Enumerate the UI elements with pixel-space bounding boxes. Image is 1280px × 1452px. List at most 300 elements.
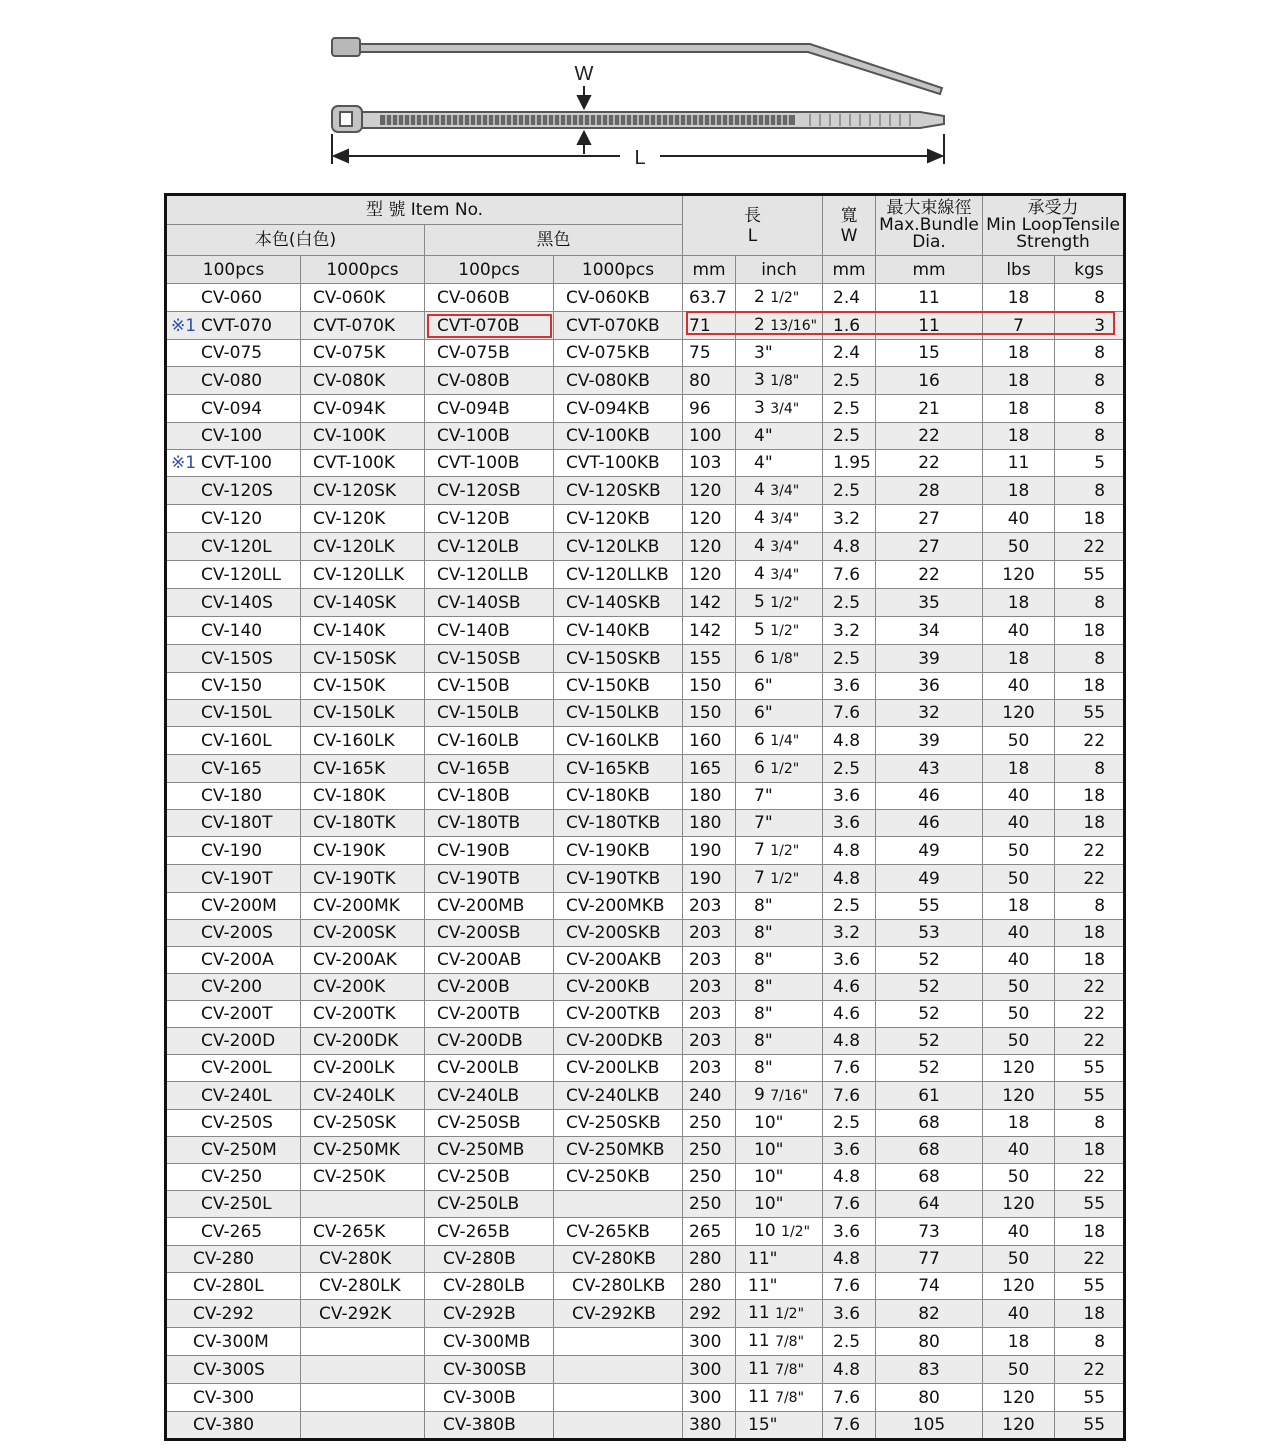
cell-bundle-mm: 82 — [876, 1300, 983, 1328]
cell-text: CV-150 — [201, 676, 263, 696]
table-row — [166, 423, 1125, 450]
cell-length-mm: 203 — [683, 1055, 736, 1082]
inch-whole: 3 — [754, 370, 765, 390]
cell-bundle-mm: 27 — [876, 533, 983, 561]
cell-width-mm: 2.5 — [823, 1110, 876, 1137]
cell-length-mm: 180 — [683, 783, 736, 810]
cell-black-100pcs: CV-200SB — [425, 920, 554, 947]
cell-tensile-lbs: 40 — [983, 1137, 1055, 1164]
cell-tensile-kgs: 22 — [1055, 1164, 1125, 1191]
cell-natural-100pcs — [166, 645, 301, 673]
subheader-1: 1000pcs — [301, 256, 425, 284]
cell-natural-1000pcs: CV-250K — [301, 1164, 425, 1191]
cell-width-mm: 2.5 — [823, 755, 876, 783]
cell-natural-100pcs — [166, 920, 301, 947]
cell-black-1000pcs: CV-250KB — [554, 1164, 683, 1191]
cell-tensile-kgs: 18 — [1055, 505, 1125, 533]
cell-black-1000pcs: CV-075KB — [554, 340, 683, 367]
cell-width-mm: 7.6 — [823, 700, 876, 727]
cell-length-mm: 380 — [683, 1412, 736, 1440]
cell-black-100pcs: CV-300MB — [425, 1328, 554, 1356]
tie-side-view — [332, 38, 942, 94]
cell-black-1000pcs: CV-250SKB — [554, 1110, 683, 1137]
subheader-8: lbs — [983, 256, 1055, 284]
inch-fraction: 1/2" — [770, 843, 800, 859]
cell-width-mm: 2.5 — [823, 395, 876, 423]
cell-natural-1000pcs: CVT-100K — [301, 450, 425, 477]
cell-black-1000pcs: CV-200SKB — [554, 920, 683, 947]
cell-length-inch — [736, 1384, 823, 1412]
cell-tensile-lbs: 50 — [983, 865, 1055, 893]
table-row — [166, 837, 1125, 865]
cell-black-1000pcs: CV-100KB — [554, 423, 683, 450]
cell-natural-100pcs — [166, 837, 301, 865]
cell-tensile-lbs: 18 — [983, 477, 1055, 505]
table-row — [166, 1001, 1125, 1028]
cell-tensile-lbs: 18 — [983, 589, 1055, 617]
cell-tensile-kgs: 22 — [1055, 1028, 1125, 1055]
cell-tensile-kgs: 55 — [1055, 561, 1125, 589]
cell-black-1000pcs: CV-094KB — [554, 395, 683, 423]
cell-length-mm: 280 — [683, 1273, 736, 1300]
cell-tensile-lbs: 40 — [983, 947, 1055, 974]
cell-natural-1000pcs: CV-200AK — [301, 947, 425, 974]
cell-bundle-mm: 77 — [876, 1246, 983, 1273]
cell-text: CV-140S — [201, 592, 273, 613]
cell-tensile-kgs: 18 — [1055, 673, 1125, 700]
cell-width-mm: 7.6 — [823, 1412, 876, 1440]
table-row — [166, 1300, 1125, 1328]
cell-bundle-mm: 22 — [876, 423, 983, 450]
cell-tensile-kgs: 22 — [1055, 837, 1125, 865]
cell-black-100pcs: CV-190B — [425, 837, 554, 865]
cell-bundle-mm: 16 — [876, 367, 983, 395]
cell-black-1000pcs: CV-150KB — [554, 673, 683, 700]
inch-whole: 5 — [754, 620, 765, 640]
table-row — [166, 1412, 1125, 1440]
cell-text: CV-380 — [193, 1415, 255, 1435]
cell-natural-100pcs — [166, 284, 301, 312]
cell-natural-1000pcs: CV-094K — [301, 395, 425, 423]
cell-black-100pcs: CV-120LLB — [425, 561, 554, 589]
cell-text: CV-280L — [193, 1276, 264, 1296]
table-row — [166, 727, 1125, 755]
cell-natural-1000pcs: CV-075K — [301, 340, 425, 367]
cell-natural-1000pcs: CV-200TK — [301, 1001, 425, 1028]
table-row — [166, 312, 1125, 340]
cell-length-inch — [736, 1246, 823, 1273]
cell-length-inch — [736, 810, 823, 837]
cell-width-mm: 7.6 — [823, 1055, 876, 1082]
cell-length-mm: 203 — [683, 947, 736, 974]
cell-black-100pcs: CV-240LB — [425, 1082, 554, 1110]
cell-natural-100pcs — [166, 783, 301, 810]
cell-tensile-kgs: 22 — [1055, 1001, 1125, 1028]
cell-black-100pcs: CV-150SB — [425, 645, 554, 673]
cell-length-inch — [736, 837, 823, 865]
cell-black-1000pcs: CVT-070KB — [554, 312, 683, 340]
table-row — [166, 1028, 1125, 1055]
cell-natural-100pcs — [166, 1300, 301, 1328]
cell-length-inch — [736, 947, 823, 974]
cell-length-inch — [736, 783, 823, 810]
inch-fraction: 7/16" — [770, 1088, 809, 1104]
cell-length-mm: 120 — [683, 533, 736, 561]
cell-natural-1000pcs: CV-240LK — [301, 1082, 425, 1110]
cell-natural-100pcs — [166, 810, 301, 837]
cell-tensile-kgs: 55 — [1055, 1082, 1125, 1110]
cell-tensile-lbs: 50 — [983, 1164, 1055, 1191]
cell-black-1000pcs: CV-250MKB — [554, 1137, 683, 1164]
inch-fraction: 7/8" — [775, 1362, 805, 1378]
table-row — [166, 1164, 1125, 1191]
cell-natural-100pcs — [166, 1082, 301, 1110]
cell-natural-100pcs — [166, 450, 301, 477]
cell-natural-100pcs — [166, 1273, 301, 1300]
cell-tensile-kgs: 8 — [1055, 755, 1125, 783]
cell-length-inch — [736, 561, 823, 589]
cell-text: CV-200D — [201, 1031, 276, 1051]
cell-black-100pcs: CV-190TB — [425, 865, 554, 893]
table-row — [166, 1191, 1125, 1218]
cell-length-mm: 280 — [683, 1246, 736, 1273]
cell-text: CV-240L — [201, 1085, 272, 1106]
cable-tie-diagram — [320, 30, 960, 170]
cell-bundle-mm: 46 — [876, 810, 983, 837]
cell-width-mm: 1.95 — [823, 450, 876, 477]
cell-tensile-kgs: 22 — [1055, 1356, 1125, 1384]
cell-black-1000pcs: CV-280KB — [554, 1246, 683, 1273]
cell-natural-1000pcs: CV-250MK — [301, 1137, 425, 1164]
cell-natural-1000pcs: CV-140SK — [301, 589, 425, 617]
table-row — [166, 505, 1125, 533]
cell-natural-1000pcs: CV-250SK — [301, 1110, 425, 1137]
cell-text: CV-190T — [201, 868, 273, 889]
cell-black-100pcs: CV-120B — [425, 505, 554, 533]
cell-text: CV-120LL — [201, 564, 282, 585]
cell-width-mm: 2.5 — [823, 1328, 876, 1356]
inch-whole: 11" — [748, 1249, 778, 1269]
cell-text: CV-100 — [201, 426, 263, 446]
cell-black-1000pcs: CV-180TKB — [554, 810, 683, 837]
inch-fraction: 1/2" — [770, 761, 800, 777]
cell-bundle-mm: 64 — [876, 1191, 983, 1218]
cell-black-1000pcs: CV-200DKB — [554, 1028, 683, 1055]
cell-length-inch — [736, 1328, 823, 1356]
cell-black-100pcs: CV-080B — [425, 367, 554, 395]
cell-tensile-lbs: 18 — [983, 340, 1055, 367]
cell-black-1000pcs: CV-140KB — [554, 617, 683, 645]
cell-tensile-kgs: 8 — [1055, 477, 1125, 505]
cell-length-mm: 96 — [683, 395, 736, 423]
cell-width-mm: 2.5 — [823, 893, 876, 920]
inch-whole: 5 — [754, 592, 765, 612]
tensile-header-en2: Strength — [1016, 232, 1090, 252]
inch-whole: 6" — [754, 676, 773, 696]
cell-length-inch — [736, 673, 823, 700]
table-row — [166, 1328, 1125, 1356]
cell-bundle-mm: 43 — [876, 755, 983, 783]
cell-length-mm: 120 — [683, 561, 736, 589]
cell-length-inch — [736, 920, 823, 947]
cell-black-100pcs: CV-160LB — [425, 727, 554, 755]
cell-black-1000pcs: CV-200LKB — [554, 1055, 683, 1082]
cell-black-1000pcs: CV-240LKB — [554, 1082, 683, 1110]
table-row — [166, 1082, 1125, 1110]
table-row — [166, 1055, 1125, 1082]
subheader-3: 1000pcs — [554, 256, 683, 284]
inch-whole: 4 — [754, 536, 765, 556]
cell-black-1000pcs: CV-120KB — [554, 505, 683, 533]
cell-tensile-kgs: 18 — [1055, 783, 1125, 810]
cell-tensile-lbs: 40 — [983, 810, 1055, 837]
cell-length-mm: 160 — [683, 727, 736, 755]
cell-length-mm: 155 — [683, 645, 736, 673]
cell-natural-1000pcs: CV-120LK — [301, 533, 425, 561]
note-mark: ※1 — [171, 315, 197, 336]
cell-natural-100pcs — [166, 700, 301, 727]
cell-tensile-lbs: 40 — [983, 505, 1055, 533]
cell-bundle-mm: 32 — [876, 700, 983, 727]
cell-tensile-lbs: 120 — [983, 1273, 1055, 1300]
cell-tensile-kgs: 18 — [1055, 617, 1125, 645]
cell-tensile-kgs: 8 — [1055, 645, 1125, 673]
inch-whole: 4 — [754, 564, 765, 584]
cell-bundle-mm: 49 — [876, 865, 983, 893]
width-header-zh: 寬 — [840, 205, 858, 226]
cell-black-100pcs: CV-265B — [425, 1218, 554, 1246]
cell-text: CV-160L — [201, 730, 272, 751]
cell-black-100pcs: CV-075B — [425, 340, 554, 367]
inch-whole: 8" — [754, 1031, 773, 1051]
table-row — [166, 810, 1125, 837]
inch-whole: 11 — [748, 1359, 770, 1379]
cell-tensile-lbs: 120 — [983, 700, 1055, 727]
cell-tensile-lbs: 11 — [983, 450, 1055, 477]
tensile-header-zh: 承受力 — [1027, 198, 1079, 218]
cell-bundle-mm: 80 — [876, 1328, 983, 1356]
cell-length-mm: 75 — [683, 340, 736, 367]
cell-width-mm: 4.8 — [823, 1356, 876, 1384]
cell-natural-1000pcs — [301, 1328, 425, 1356]
cell-black-100pcs: CV-060B — [425, 284, 554, 312]
cell-bundle-mm: 15 — [876, 340, 983, 367]
inch-whole: 8" — [754, 1004, 773, 1024]
cell-bundle-mm: 83 — [876, 1356, 983, 1384]
inch-fraction: 1/2" — [770, 595, 800, 611]
cell-natural-1000pcs: CV-200MK — [301, 893, 425, 920]
cell-tensile-kgs: 8 — [1055, 284, 1125, 312]
cell-black-100pcs: CV-140SB — [425, 589, 554, 617]
cell-length-inch — [736, 450, 823, 477]
cell-black-1000pcs: CV-292KB — [554, 1300, 683, 1328]
cell-natural-100pcs — [166, 1055, 301, 1082]
cell-tensile-lbs: 120 — [983, 1191, 1055, 1218]
cell-length-mm: 80 — [683, 367, 736, 395]
cell-width-mm: 4.6 — [823, 974, 876, 1001]
table-row — [166, 755, 1125, 783]
inch-whole: 10" — [754, 1167, 784, 1187]
cell-black-1000pcs: CV-165KB — [554, 755, 683, 783]
table-row — [166, 617, 1125, 645]
cell-width-mm: 2.5 — [823, 423, 876, 450]
cell-width-mm: 7.6 — [823, 1191, 876, 1218]
cell-natural-1000pcs: CV-200SK — [301, 920, 425, 947]
cell-natural-100pcs — [166, 1384, 301, 1412]
cell-tensile-lbs: 18 — [983, 1110, 1055, 1137]
cell-tensile-kgs: 18 — [1055, 947, 1125, 974]
inch-fraction: 3/4" — [770, 539, 800, 555]
cell-natural-1000pcs: CV-060K — [301, 284, 425, 312]
inch-fraction: 7/8" — [775, 1334, 805, 1350]
cell-black-100pcs: CV-292B — [425, 1300, 554, 1328]
cell-bundle-mm: 52 — [876, 974, 983, 1001]
cell-tensile-kgs: 8 — [1055, 1328, 1125, 1356]
cell-black-1000pcs: CV-160LKB — [554, 727, 683, 755]
inch-fraction: 3/4" — [770, 483, 800, 499]
cell-width-mm: 3.2 — [823, 505, 876, 533]
cell-natural-1000pcs: CV-200LK — [301, 1055, 425, 1082]
cell-bundle-mm: 46 — [876, 783, 983, 810]
cell-tensile-lbs: 50 — [983, 1356, 1055, 1384]
cell-natural-1000pcs: CV-200K — [301, 974, 425, 1001]
cell-tensile-kgs: 8 — [1055, 340, 1125, 367]
cell-tensile-kgs: 55 — [1055, 1191, 1125, 1218]
cell-bundle-mm: 11 — [876, 312, 983, 340]
cell-tensile-lbs: 18 — [983, 893, 1055, 920]
cell-natural-100pcs — [166, 1218, 301, 1246]
inch-whole: 11" — [748, 1276, 778, 1296]
cell-length-mm: 203 — [683, 920, 736, 947]
cell-natural-1000pcs: CV-190TK — [301, 865, 425, 893]
cell-text: CV-292 — [193, 1303, 255, 1324]
inch-whole: 4" — [754, 453, 773, 473]
cell-length-mm: 120 — [683, 505, 736, 533]
inch-whole: 10" — [754, 1140, 784, 1160]
cell-black-1000pcs: CV-120LLKB — [554, 561, 683, 589]
cell-tensile-kgs: 55 — [1055, 1273, 1125, 1300]
width-label: W — [574, 63, 594, 85]
cell-tensile-kgs: 8 — [1055, 589, 1125, 617]
inch-fraction: 1/2" — [770, 290, 800, 306]
cell-text: CV-150L — [201, 703, 272, 723]
cell-black-100pcs: CV-250SB — [425, 1110, 554, 1137]
cell-bundle-mm: 52 — [876, 1001, 983, 1028]
length-label: L — [634, 147, 646, 169]
cell-width-mm: 3.6 — [823, 947, 876, 974]
cell-text: CV-140 — [201, 620, 263, 641]
inch-whole: 4" — [754, 426, 773, 446]
cell-length-mm: 300 — [683, 1356, 736, 1384]
cell-text: CV-250M — [201, 1140, 277, 1160]
inch-fraction: 7/8" — [775, 1390, 805, 1406]
cell-text: CVT-100 — [201, 453, 272, 473]
cell-natural-100pcs — [166, 589, 301, 617]
cell-black-100pcs: CV-250MB — [425, 1137, 554, 1164]
cell-length-inch — [736, 395, 823, 423]
cell-bundle-mm: 34 — [876, 617, 983, 645]
cell-tensile-kgs: 18 — [1055, 920, 1125, 947]
inch-fraction: 1/4" — [770, 733, 800, 749]
cell-length-mm: 165 — [683, 755, 736, 783]
cell-tensile-lbs: 120 — [983, 1055, 1055, 1082]
cell-natural-1000pcs: CV-280K — [301, 1246, 425, 1273]
cell-length-mm: 203 — [683, 1001, 736, 1028]
cell-length-inch — [736, 1082, 823, 1110]
table-row — [166, 974, 1125, 1001]
cell-length-mm: 250 — [683, 1191, 736, 1218]
cell-length-mm: 103 — [683, 450, 736, 477]
cell-width-mm: 3.6 — [823, 1137, 876, 1164]
cell-text: CVT-070 — [201, 315, 272, 336]
cell-natural-1000pcs — [301, 1191, 425, 1218]
cell-black-100pcs: CV-180B — [425, 783, 554, 810]
cell-black-100pcs: CV-300SB — [425, 1356, 554, 1384]
cell-tensile-lbs: 120 — [983, 1082, 1055, 1110]
cell-length-mm: 190 — [683, 837, 736, 865]
cell-natural-100pcs — [166, 727, 301, 755]
inch-fraction: 1/2" — [775, 1306, 805, 1322]
bundle-header — [876, 195, 983, 256]
cell-length-mm: 150 — [683, 673, 736, 700]
cell-natural-1000pcs: CV-100K — [301, 423, 425, 450]
cell-text: CV-120 — [201, 508, 263, 529]
cell-black-1000pcs: CV-140SKB — [554, 589, 683, 617]
cell-black-100pcs: CV-200MB — [425, 893, 554, 920]
cell-black-1000pcs: CV-200TKB — [554, 1001, 683, 1028]
cell-tensile-kgs: 22 — [1055, 727, 1125, 755]
cell-width-mm: 2.5 — [823, 645, 876, 673]
cell-text: CV-180T — [201, 813, 273, 833]
cell-natural-100pcs — [166, 367, 301, 395]
cell-length-mm: 120 — [683, 477, 736, 505]
cell-natural-100pcs — [166, 974, 301, 1001]
inch-fraction: 3/4" — [770, 511, 800, 527]
cell-width-mm: 4.8 — [823, 865, 876, 893]
cell-text: CV-200L — [201, 1058, 272, 1078]
cell-length-inch — [736, 893, 823, 920]
cell-text: CV-150S — [201, 648, 273, 669]
cell-black-1000pcs: CV-200KB — [554, 974, 683, 1001]
cell-black-100pcs: CV-200LB — [425, 1055, 554, 1082]
cell-bundle-mm: 39 — [876, 645, 983, 673]
cell-tensile-lbs: 18 — [983, 755, 1055, 783]
cell-width-mm: 7.6 — [823, 1384, 876, 1412]
cell-text: CV-300M — [193, 1331, 269, 1352]
cell-black-1000pcs: CV-060KB — [554, 284, 683, 312]
inch-whole: 11 — [748, 1331, 770, 1351]
cell-bundle-mm: 53 — [876, 920, 983, 947]
cell-width-mm: 4.8 — [823, 1246, 876, 1273]
inch-whole: 4 — [754, 480, 765, 500]
cell-natural-100pcs — [166, 423, 301, 450]
cell-length-inch — [736, 1110, 823, 1137]
cell-tensile-kgs: 55 — [1055, 1055, 1125, 1082]
cell-text: CV-200T — [201, 1004, 273, 1024]
cell-tensile-lbs: 50 — [983, 974, 1055, 1001]
cell-width-mm: 4.8 — [823, 837, 876, 865]
cell-length-inch — [736, 505, 823, 533]
cell-natural-100pcs — [166, 312, 301, 340]
note-mark: ※1 — [171, 453, 197, 473]
cell-tensile-kgs: 18 — [1055, 810, 1125, 837]
cell-width-mm: 1.6 — [823, 312, 876, 340]
cable-tie-spec-table — [164, 193, 1126, 1441]
cell-bundle-mm: 68 — [876, 1137, 983, 1164]
cell-length-mm: 142 — [683, 617, 736, 645]
cell-bundle-mm: 28 — [876, 477, 983, 505]
cell-black-1000pcs: CV-150LKB — [554, 700, 683, 727]
